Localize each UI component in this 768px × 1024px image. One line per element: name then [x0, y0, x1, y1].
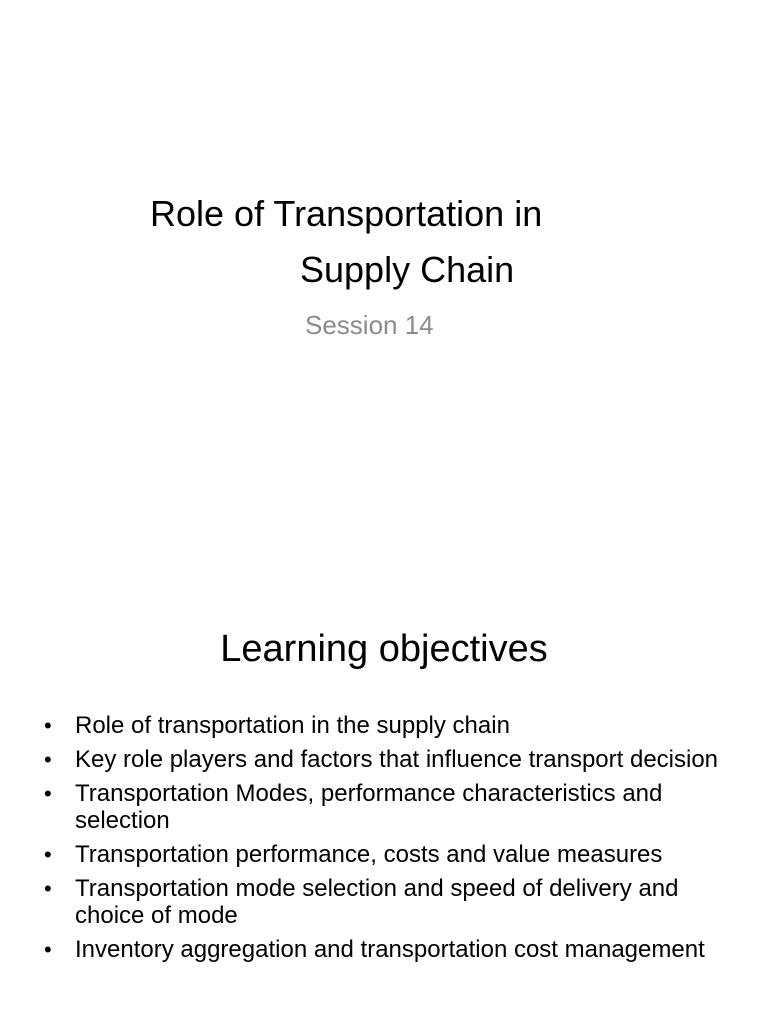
bullet-icon: •	[44, 781, 52, 806]
objective-text: Key role players and factors that influence transport decision	[75, 746, 719, 773]
objective-text: Inventory aggregation and transportation cost management	[75, 936, 705, 963]
objectives-slide	[0, 512, 768, 1024]
bullet-icon: •	[44, 937, 52, 962]
slide-title-line-1: Role of Transportation in	[150, 193, 543, 234]
objective-item	[44, 936, 744, 963]
bullet-icon: •	[44, 876, 52, 901]
objective-text: Role of transportation in the supply chain	[75, 712, 510, 739]
objective-item	[44, 841, 744, 868]
objectives-list	[44, 712, 744, 970]
objectives-heading: Learning objectives	[220, 628, 548, 670]
objective-item	[44, 875, 744, 929]
objective-text: Transportation performance, costs and value measures	[75, 841, 663, 868]
objective-item	[44, 712, 744, 739]
objective-text: Transportation Modes, performance characteristics and selection	[75, 780, 663, 834]
bullet-icon: •	[44, 842, 52, 867]
bullet-icon: •	[44, 747, 52, 772]
slide-subtitle: Session 14	[305, 310, 434, 340]
slide-title-line-2: Supply Chain	[300, 249, 515, 290]
objective-item	[44, 746, 744, 773]
objective-item	[44, 780, 744, 834]
objective-text: Transportation mode selection and speed of delivery and choice of mode	[75, 875, 679, 929]
bullet-icon: •	[44, 713, 52, 738]
